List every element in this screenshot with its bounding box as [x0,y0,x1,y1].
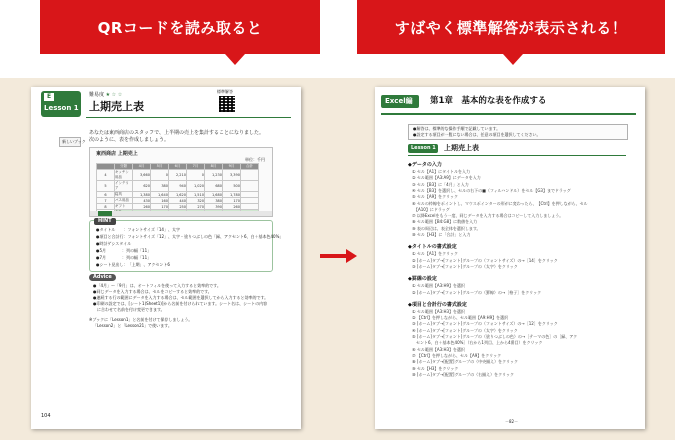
answer-step: ④ [ホーム]タブ→[フォント]グループの（太字）をクリック [412,327,518,333]
advice-item: に合わせて名前を付け変更できます。 [93,307,165,312]
advice-item: ●「4月」～「9月」は、オートフィルを使って入力すると効率的です。 [93,283,221,288]
chapter-title: 第1章 基本的な表を作成する [430,96,547,106]
callout-right-text: すばやく標準解答が表示される！ [394,18,628,37]
new-book-tag [59,137,86,147]
page-number-right: －82－ [505,419,519,424]
table-cell: 430 [133,198,151,204]
arrow-right-icon [346,249,357,263]
hint-title: HINT [94,218,116,225]
answer-step: ① セル範囲【A3:H3】を選択 [412,308,466,314]
sheet-header-cell: 分類 [115,164,133,170]
textbook-page-left [31,87,301,429]
answer-section-title: ◆データの入力 [408,162,442,168]
answer-step: ③ [ホーム]タブ→[フォント]グループの（フォントサイズ）の→［12］をクリック [412,321,558,327]
answer-section-title: ◆項目と合計行の書式設定 [408,301,467,308]
answer-step: ① セル【A1】をクリック [412,251,458,257]
row-number: 6 [97,192,115,198]
sheet-header-cell: 8月 [205,164,223,170]
table-cell: 3,660 [133,170,151,181]
row-number: 5 [97,181,115,192]
lesson-word: Lesson 1 [44,104,79,112]
answer-step: ⑦ 【Ctrl】を押しながら、セル【A9】をクリック [412,352,502,358]
difficulty-stars: ★ ☆ ☆ [105,92,123,98]
table-cell: 380 [151,181,169,192]
hint-item: ●タイトル ：フォントサイズ「14」、太字 [96,227,180,232]
table-cell: 170 [223,198,241,204]
table-cell: 380 [205,198,223,204]
page-title: 上期売上表 [89,100,144,113]
qr-label: 標準解答 [217,89,233,94]
excel-tab-label: Excel編 [385,97,413,105]
table-cell: キッチン用品 [115,170,133,181]
answer-step: ⑧ セル範囲【B4:G8】に数値を入力 [412,219,478,225]
table-cell: 440 [169,198,187,204]
answer-step: セント6、白＋基本色40%］（右から1列目、上から4番目）をクリック [412,340,543,346]
sales-table [96,163,259,216]
table-cell: 620 [133,181,151,192]
qr-code-icon[interactable] [219,96,235,112]
answer-intro-2: ●設定する項目が一覧にない場合は、任意の項目を選択してください。 [413,132,541,137]
hint-item: ●時計ゲシスタイル [96,241,132,246]
table-cell: 940 [169,181,187,192]
table-cell: 320 [187,198,205,204]
table-cell: 270 [187,204,205,210]
answer-step: 【A10】にドラッグ [412,206,450,212]
table-cell [241,170,259,181]
sheet-header-cell: 7月 [187,164,205,170]
answer-lesson-rule [408,155,626,156]
table-cell: インテリア [115,181,133,192]
answer-step: ② [ホーム]タブ→[フォント]グループの（フォントサイズ）の→［14］をクリック [412,257,558,263]
answer-step: ① セル範囲【A3:H9】を選択 [412,283,466,289]
table-cell: 390 [205,204,223,210]
answer-lesson-badge [408,144,438,153]
table-cell: 680 [205,181,223,192]
table-cell: 1,680 [205,192,223,198]
note-line-2: 「Lesson2」と「Lesson21」で使います。 [93,323,172,328]
sheet-unit: 単位：千円 [245,157,265,162]
answer-step: ⑤ [ホーム]タブ→[フォント]グループの（塗りつぶしの色）の→［テーマの色］の［緑、アク [412,334,578,339]
answer-step: ② 【Ctrl】を押しながら、セル範囲【A9:H9】を選択 [412,315,509,321]
table-cell: 1,510 [187,192,205,198]
answer-step: ① セル【A1】にタイトルを入力 [412,169,471,174]
table-cell: バス用品 [115,198,133,204]
answer-step: ⑥ セル範囲【A3:H3】を選択 [412,346,466,352]
table-cell: 250 [169,204,187,210]
sheet-header-cell: 9月 [223,164,241,170]
answer-intro-box [408,124,628,140]
answer-step: ⑧ [ホーム]タブ→[配置]グループの（中央揃え）をクリック [412,359,518,365]
callout-right-tail [503,54,523,65]
table-row [97,170,259,181]
excel-mark-icon: E [44,93,54,101]
answer-step: ⑨ 表の周辺は、表全体を選択します。 [412,225,481,231]
hint-box [89,218,284,272]
callout-left-tail [225,54,245,65]
answer-step: ⑩ セル【H3】に「合計」と入力 [412,232,471,237]
sheet-tab[interactable] [98,211,112,216]
hint-item: ●シート見出し：「上期」、アクセント6 [96,262,170,267]
answer-step: ③ [ホーム]タブ→[フォント]グループの（太字）をクリック [412,263,518,269]
advice-item: ●連続する行の範囲にデータを入力する場合は、セル範囲を選択してから入力すると効率的です。 [93,295,269,300]
table-cell: 1,020 [187,181,205,192]
difficulty-label: 難易度 ★ ☆ ☆ [89,92,123,98]
answer-step: ③ セル【B3】に「4月」と入力 [412,181,469,187]
answer-step: ⑥ セルの枠線をポイントし、マウスポインターの形がに変わったら、【Ctrl】を押しながら、セル [412,200,588,206]
hint-item: ●項目と合計行：フォントサイズ「12」、太字・塗りつぶしの色「緑、アクセント6、白＋基本色40%」 [96,234,284,239]
advice-title: Advice [89,274,116,281]
row-number: 8 [97,204,115,210]
sheet-header-cell: 4月 [133,164,151,170]
callout-qr-read [40,0,320,54]
table-cell: 2,210 [169,170,187,181]
excel-tab [381,95,419,108]
table-cell: 0 [151,170,169,181]
lesson-badge [41,91,81,117]
table-cell: 1,380 [133,192,151,198]
answer-lesson-badge-label: Lesson 1 [411,145,436,151]
sheet-header-cell: 5月 [151,164,169,170]
table-cell: 3,390 [223,170,241,181]
advice-item: ●同じデータを入力する場合は、セルをコピーすると効率的です。 [93,289,212,294]
note-line-1: ※ブックに「Lesson1」と名前を付けて保存しましょう。 [89,317,193,322]
intro-line-2: 次のように、表を作成しましょう。 [89,137,170,143]
sheet-header-cell: 合計 [241,164,259,170]
answer-step: ④ セル【B3】を選択し、セルの右下の■（フィルハンドル）をセル【G3】までドラッグ [412,187,571,193]
new-book-label: 新しいブック [62,139,86,144]
row-number: 7 [97,198,115,204]
sheet-header-cell: 6月 [169,164,187,170]
hint-item: ●5月 ：列の幅「11」 [96,248,152,253]
answer-lesson-title: 上期売上表 [444,144,479,152]
spreadsheet-screenshot [89,147,273,217]
table-cell: ギフト [115,204,133,210]
table-cell: 1,640 [151,192,169,198]
answer-page-right [375,87,645,429]
sheet-title: 東西商店 上期売上 [96,151,138,157]
table-cell [241,181,259,192]
sheet-tab-bar [90,211,272,216]
answer-step: ⑦ 以降Excelをもう一度、同じデータを入力する場合はコピーして入力しましょう。 [412,213,564,219]
title-rule [86,117,291,118]
table-cell: 260 [133,204,151,210]
table-cell: 260 [223,204,241,210]
intro-line-1: あなたは東西商店のスタッフで、上半期の売上を集計することになりました。 [89,130,265,136]
table-cell: 1,230 [205,170,223,181]
answer-section-title: ◆タイトルの書式設定 [408,244,457,251]
chapter-rule [381,113,636,115]
table-cell: 500 [223,181,241,192]
page-number-left: 104 [41,413,51,419]
answer-step: ⑩ [ホーム]タブ→[配置]グループの（右揃え）をクリック [412,371,514,377]
callout-answer-shown [357,0,665,54]
table-cell: 160 [151,198,169,204]
table-cell: 0 [187,170,205,181]
table-cell: 170 [151,204,169,210]
lesson-number: 1 [73,104,79,112]
answer-step: ⑤ セル【A9】をクリック [412,194,458,200]
advice-item: ●印刷の設定では、[シート1(Sheet1)]から名前を付けられています。シート名は、シートの内容 [93,301,268,306]
table-row [97,181,259,192]
table-cell: 寝具 [115,192,133,198]
table-cell: 1,620 [169,192,187,198]
table-cell: 1,780 [223,192,241,198]
hint-item: ●7月 ：列の幅「11」 [96,255,152,260]
sales-table-header [97,164,259,170]
answer-step: ⑨ セル【H3】をクリック [412,365,459,371]
answer-step: ② セル範囲【A3:A9】にデータを入力 [412,175,481,181]
answer-intro-1: ●解答は、標準的な操作手順で記載しています。 [413,126,501,131]
callout-left-text: QRコードを読み取ると [97,18,263,37]
row-number: 4 [97,170,115,181]
answer-step: ② [ホーム]タブ→[フォント]グループの（罫線）の→［格子］をクリック [412,289,542,295]
answer-section-title: ◆罫線の設定 [408,276,437,283]
